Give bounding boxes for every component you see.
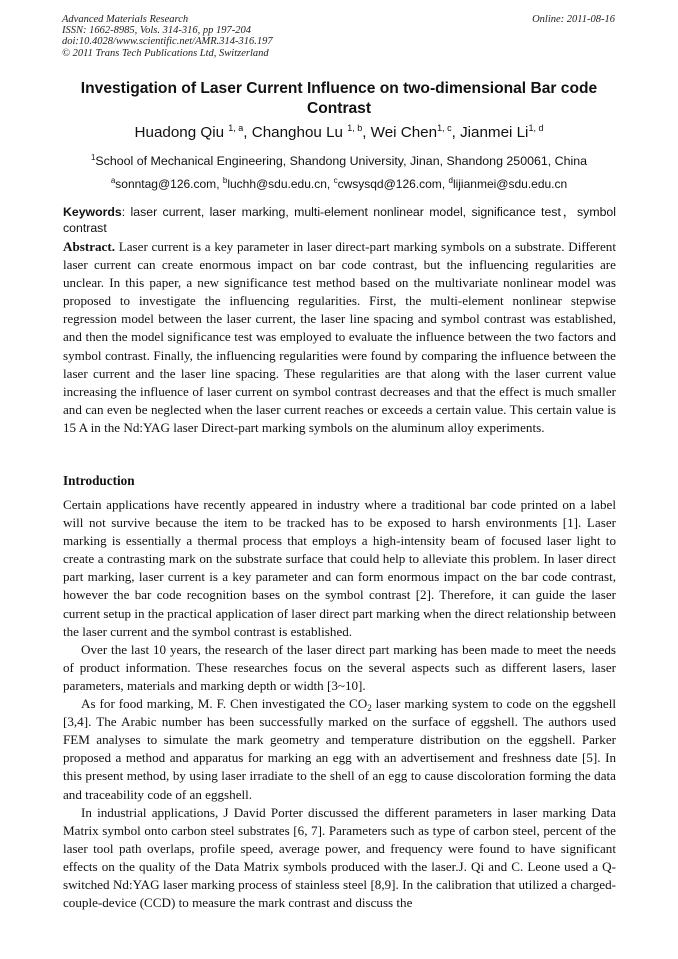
abstract-label: Abstract. (63, 239, 115, 254)
author-name: Wei Chen (370, 124, 438, 141)
affiliation-superscript: 1 (90, 153, 96, 162)
email-separator: , (326, 177, 334, 191)
paragraph: In industrial applications, J David Porter discussed the different parameters in laser marking Data Matrix symbol onto carbon steel substrates [6, 7]. Parameters such as type of carbon steel, percent of the laser tool path overlaps, profile speed, average power, and frequency were found to have significant effects on the quality of the Data Matrix symbols produced with the laser.J. Qi and C. Leone used a Q-switched Nd:YAG laser marking process of stainless steel [8,9]. In the calibration that utilized a charged-couple-device (CCD) to measure the mark contrast and discuss the (63, 804, 616, 911)
issn-line: ISSN: 1662-8985, Vols. 314-316, pp 197-204 (62, 25, 251, 37)
doi-line: doi:10.4028/www.scientific.net/AMR.314-316.197 (62, 36, 273, 48)
author-list (60, 123, 618, 143)
keywords-text: : laser current, laser marking, multi-element nonlinear model, significance test，symbol contrast (63, 205, 616, 235)
email-separator: , (441, 177, 449, 191)
journal-name: Advanced Materials Research (62, 14, 189, 25)
journal-header (62, 14, 482, 59)
author-name: Changhou Lu (251, 124, 343, 141)
email-superscript: c (333, 176, 338, 185)
subscript: 2 (367, 703, 372, 714)
author-superscript: 1, c (437, 123, 452, 133)
author-superscript: 1, a (228, 123, 244, 133)
author-separator: , (451, 124, 461, 141)
section-heading: Introduction (63, 473, 135, 488)
email-link[interactable]: lijianmei@sdu.edu.cn (452, 177, 568, 191)
email-superscript: a (110, 176, 116, 185)
email-superscript: d (448, 176, 453, 185)
author-name: Jianmei Li (460, 124, 529, 141)
author-separator: , (243, 124, 252, 141)
paragraph: Certain applications have recently appeared in industry where a traditional bar code printed on a label will not survive because the item to be tracked has to be exposed to harsh environments [1]. Laser marking is essentially a thermal process that employs a high-intensity beam of focused laser light to create a contrasting mark on the substrate surface that could help to alleviate this problem. In laser direct part marking, laser current is a key parameter and can form enormous impact on the bar code contrast, however the bar code recognition bases on the symbol contrast [2]. Therefore, it can guide the laser current setup in the practical application of laser direct part marking when the direct relationship between the laser current and the symbol contrast is established. (63, 497, 616, 639)
affiliation-text: School of Mechanical Engineering, Shandong University, Jinan, Shandong 250061, China (95, 154, 588, 168)
email-list (60, 176, 618, 192)
paragraph (63, 695, 616, 804)
paragraph-text: As for food marking, M. F. Chen investigated the CO (81, 696, 368, 712)
email-superscript: b (222, 176, 228, 185)
email-link[interactable]: sonntag@126.com (115, 177, 217, 191)
keywords-label: Keywords (63, 205, 122, 219)
author-superscript: 1, b (347, 123, 363, 133)
copyright-line: © 2011 Trans Tech Publications Ltd, Switzerland (62, 47, 269, 59)
introduction-body (63, 496, 616, 912)
email-link[interactable]: luchh@sdu.edu.cn (227, 177, 327, 191)
email-separator: , (216, 177, 223, 191)
author-superscript: 1, d (528, 123, 544, 133)
abstract-text: Laser current is a key parameter in laser direct-part marking symbols on a substrate. Different laser current can create enormous impact on bar code contrast, but the influencing regularities are unclear. In this paper, a new significance test method based on the multivariate nonlinear model was proposed to investigate the influencing regularities. First, the multi-element nonlinear stepwise regression model between the laser current, the laser line spacing and symbol contrast was established, and then the model significance test was employed to evaluate the influence between the two factors and symbol contrast. Finally, the influencing regularities were found by comparing the influence between the laser current and the laser line spacing. These regularities are that along with the laser current value increasing the influence of laser current on symbol contrast decreases and that the effect is much smaller and can even be neglected when the laser current reaches or exceeds a certain value. This certain value is 15 A in the Nd:YAG laser Direct-part marking symbols on the aluminum alloy experiments. (63, 239, 616, 435)
affiliation (60, 153, 618, 169)
keywords (63, 204, 616, 236)
paragraph-text: laser marking system to code on the eggshell [3,4]. The Arabic number has been successfully marked on the surface of eggshell. The authors used FEM analyses to simulate the mark geometry and temperature distribution on the eggshell. Parker proposed a method and apparatus for marking an egg with an advertisement and freshness date [5]. In this present method, by using laser irradiate to the shell of an egg to cause discoloration forming the data and traceability code of an eggshell. (63, 696, 616, 802)
author-separator: , (362, 124, 371, 141)
email-link[interactable]: cwsysqd@126.com (337, 177, 442, 191)
paragraph: Over the last 10 years, the research of the laser direct part marking has been made to meet the needs of product information. These researches focus on the several aspects such as different lasers, laser parameters, materials and marking depth or width [3~10]. (63, 641, 616, 693)
abstract (63, 238, 616, 437)
author-name: Huadong Qiu (134, 124, 225, 141)
online-date: Online: 2011-08-16 (532, 14, 615, 25)
paper-title: Investigation of Laser Current Influence on two-dimensional Bar code Contrast (80, 80, 598, 117)
